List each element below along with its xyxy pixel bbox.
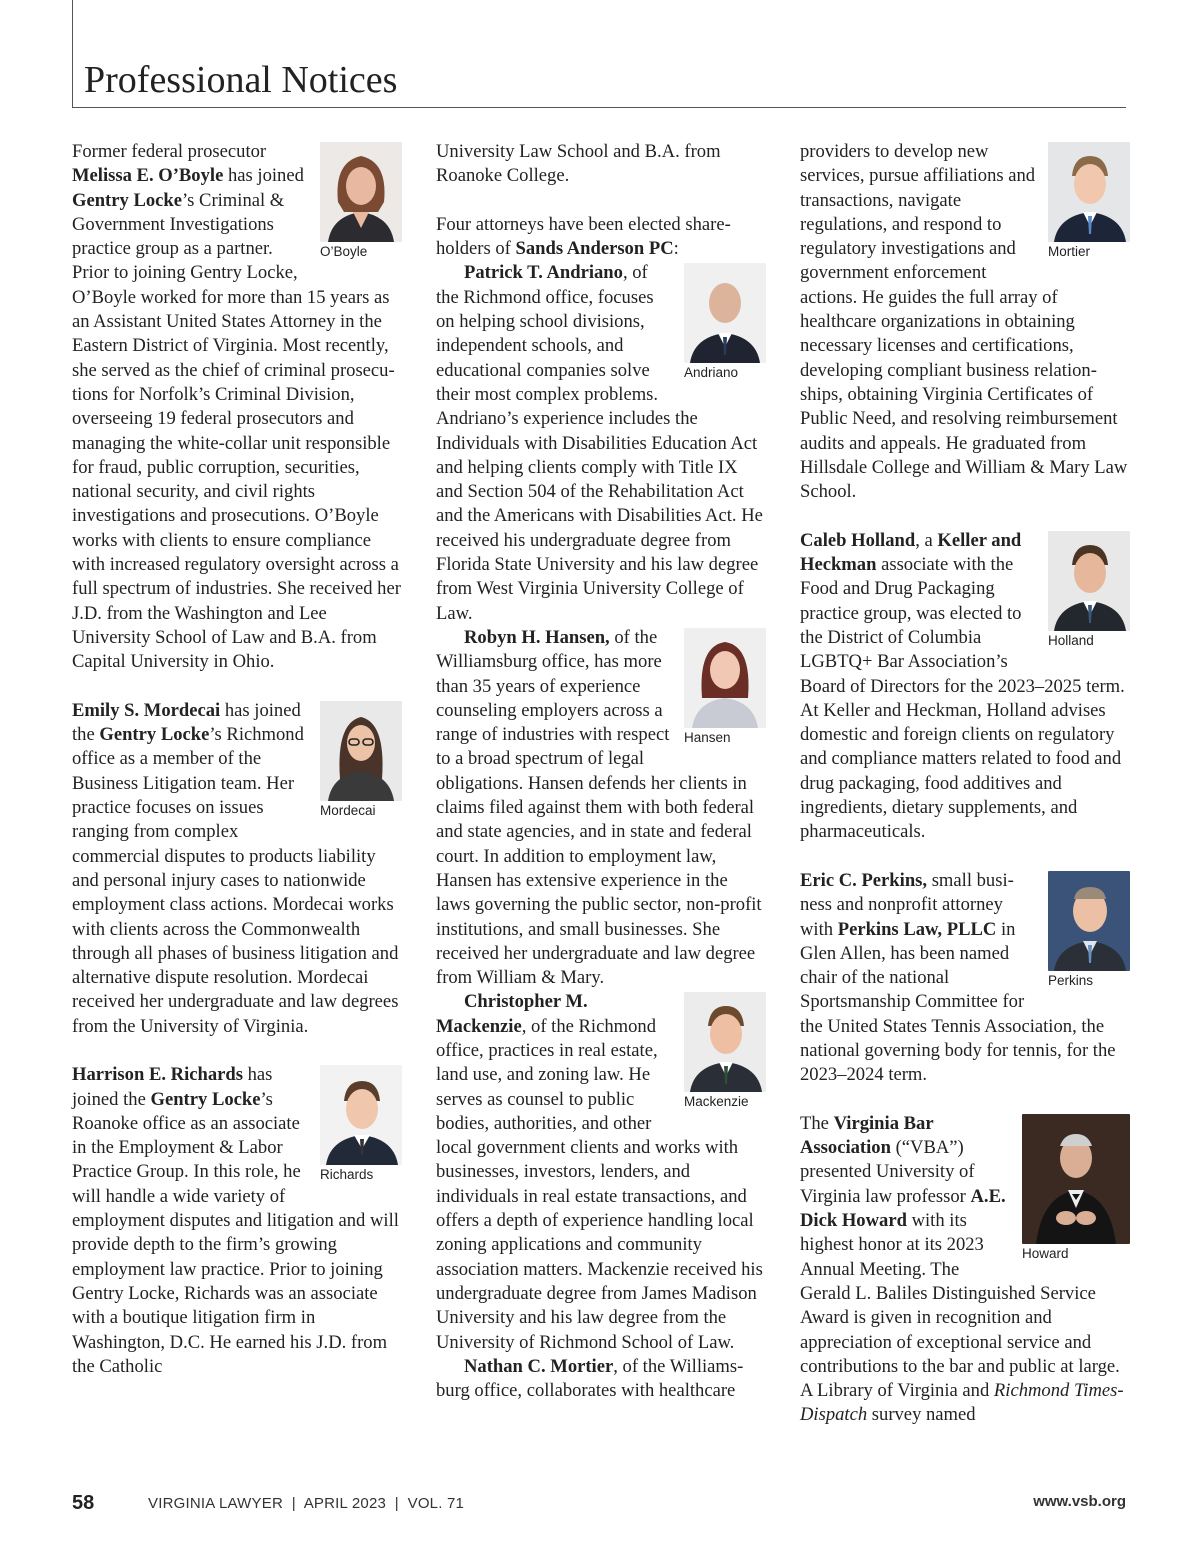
photo-mortier [1048, 142, 1130, 260]
photo-hansen [684, 628, 766, 746]
portrait-image [1048, 871, 1130, 971]
photo-caption: Mordecai [320, 802, 376, 818]
notice-richards: Harrison E. Richards has joined the Gentry Locke’s Roanoke office as an associate in the Employment & Labor Practice Group. In this role, he will handle a wide variety of employment disputes and litigation and will provide depth to the firm’s growing employment law practice. Prior to joining Gentry Locke, Richards was an associate with a boutique litigation firm in Washington, D.C. He earned his J.D. from the Catholic [72, 1064, 399, 1377]
portrait-image [1048, 142, 1130, 242]
photo-perkins [1048, 871, 1130, 989]
portrait-image [684, 992, 766, 1092]
website-url: www.vsb.org [1033, 1493, 1126, 1510]
notice-holland: Caleb Holland, a Keller and Heckman associate with the Food and Drug Packaging practice group, was elected to the District of Columbia LGBTQ+ Bar Association’s Board of Directors for the 2023–2025 term. At Keller and Heckman, Holland advises domestic and foreign clients on regulatory and compliance matters related to food and drug packaging, food additives and ingredients, dietary supplements, and pharmaceuticals. [800, 529, 1125, 843]
column-1 [72, 140, 402, 1379]
column-2 [436, 140, 766, 1403]
notice-andriano: Patrick T. Andriano, of the Richmond office, focuses on helping school divisions, independent schools, and educational companies solve their most complex problems. Andriano’s experience includes the Individuals with Disabilities Education Act and helping clients comply with Title IX and Section 504 of the Rehabilitation Act and the Americans with Disabilities Act. He received his undergraduate degree from Florida State University and his law degree from West Virginia University College of Law. [436, 262, 763, 624]
photo-oboyle [320, 142, 402, 260]
photo-caption: Perkins [1048, 972, 1094, 988]
photo-howard [1022, 1114, 1130, 1262]
photo-holland [1048, 531, 1130, 649]
column-3 [800, 140, 1130, 1428]
photo-caption: Holland [1048, 632, 1094, 648]
portrait-image [1022, 1114, 1130, 1244]
notice-sands-anderson-intro: Four attorneys have been elected shareholders of Sands Anderson PC: [436, 213, 731, 260]
notice-hansen: Robyn H. Hansen, of the Williamsburg office, has more than 35 years of experience counseling employers across a range of industries with respect to a broad spectrum of legal obligations. Hansen defends her clients in claims filed against them with both federal and state agencies, and in state and federal court. In addition to employment law, Hansen has extensive experience in the laws governing the public sector, non-profit institutions, and small businesses. She received her undergraduate and law degree from William & Mary. [436, 626, 762, 989]
publication-info: VIRGINIA LAWYER | APRIL 2023 | VOL. 71 [148, 1495, 465, 1512]
notice-perkins: Eric C. Perkins, small business and nonprofit attorney with Perkins Law, PLLC in Glen Allen, has been named chair of the national Sportsmanship Committee for the United States Tennis Association, the national governing body for tennis, for the 2023–2024 term. [800, 869, 1116, 1086]
header-vertical-rule [72, 0, 73, 108]
page-number: 58 [72, 1492, 95, 1514]
photo-andriano [684, 263, 766, 381]
notice-mordecai: Emily S. Mordecai has joined the Gentry Locke’s Richmond office as a member of the Business Litigation team. Her practice focuses on issues ranging from complex commercial disputes to products liability and personal injury cases to nationwide employment class actions. Mordecai works with clients across the Commonwealth through all phases of business litigation and alternative dispute resolution. Mordecai received her undergraduate and law degrees from the University of Virginia. [72, 699, 399, 1037]
photo-caption: Richards [320, 1167, 374, 1183]
notice-mortier: Nathan C. Mortier, of the Williamsburg office, collaborates with healthcare [436, 1355, 744, 1402]
portrait-image [684, 263, 766, 363]
photo-mackenzie [684, 992, 766, 1110]
portrait-image [684, 628, 766, 728]
notice-richards-continued: University Law School and B.A. from Roanoke College. [436, 141, 721, 187]
portrait-image [1048, 531, 1130, 631]
photo-caption: Mackenzie [684, 1094, 749, 1110]
notice-oboyle: Former federal prosecutor Melissa E. O’Boyle has joined Gentry Locke’s Criminal & Government Investigations practice group as a partner. Prior to joining Gentry Locke, O’Boyle worked for more than 15 years as an Assistant United States Attorney in the Eastern District of Virginia. Most recently, she served as the chief of criminal prosecutions for Norfolk’s Criminal Division, overseeing 19 federal prosecutors and managing the white-collar unit responsible for fraud, public corruption, securities, national security, and civil rights investigations and prosecutions. O’Boyle works with clients to ensure compliance with increased regulatory oversight across a full spectrum of industries. She received her J.D. from the Washington and Lee University School of Law and B.A. from Capital University in Ohio. [72, 141, 401, 673]
photo-caption: Andriano [684, 365, 739, 381]
photo-caption: Mortier [1048, 244, 1091, 259]
page-title: Professional Notices [84, 59, 398, 101]
photo-mordecai [320, 701, 402, 819]
notice-howard: The Virginia Bar Association (“VBA”) presented University of Virginia law professor A.E. Dick Howard with its highest honor at its 2023 Annual Meeting. The Gerald L. Baliles Distinguished Service Award is given in recognition and appreciation of exceptional service and contributions to the bar and public at large. A Library of Virginia and Richmond Times-Dispatch survey named [800, 1112, 1124, 1426]
portrait-image [320, 142, 402, 242]
portrait-image [320, 701, 402, 801]
photo-caption: O’Boyle [320, 244, 368, 259]
notice-mortier-continued: providers to develop new services, pursue affiliations and transactions, navigate regulations, and respond to regulatory investigations and government enforcement actions. He guides the full array of healthcare organizations in obtaining necessary licenses and certifications, developing compliant business relationships, obtaining Virginia Certificates of Public Need, and resolving reimbursement audits and appeals. He graduated from Hillsdale College and William & Mary Law School. [800, 141, 1128, 503]
photo-richards [320, 1065, 402, 1183]
photo-caption: Howard [1022, 1245, 1069, 1261]
notice-mackenzie: Christopher M. Mackenzie, of the Richmond office, practices in real estate, land use, and zoning law. He serves as counsel to public bodies, authorities, and other local government clients and works with businesses, investors, lenders, and individuals in real estate transactions, and offers a depth of experience handling local zoning applications and community association matters. Mackenzie received his undergraduate degree from James Madison University and his law degree from the University of Richmond School of Law. [436, 991, 763, 1353]
header-horizontal-rule [72, 107, 1126, 108]
photo-caption: Hansen [684, 729, 731, 745]
portrait-image [320, 1065, 402, 1165]
